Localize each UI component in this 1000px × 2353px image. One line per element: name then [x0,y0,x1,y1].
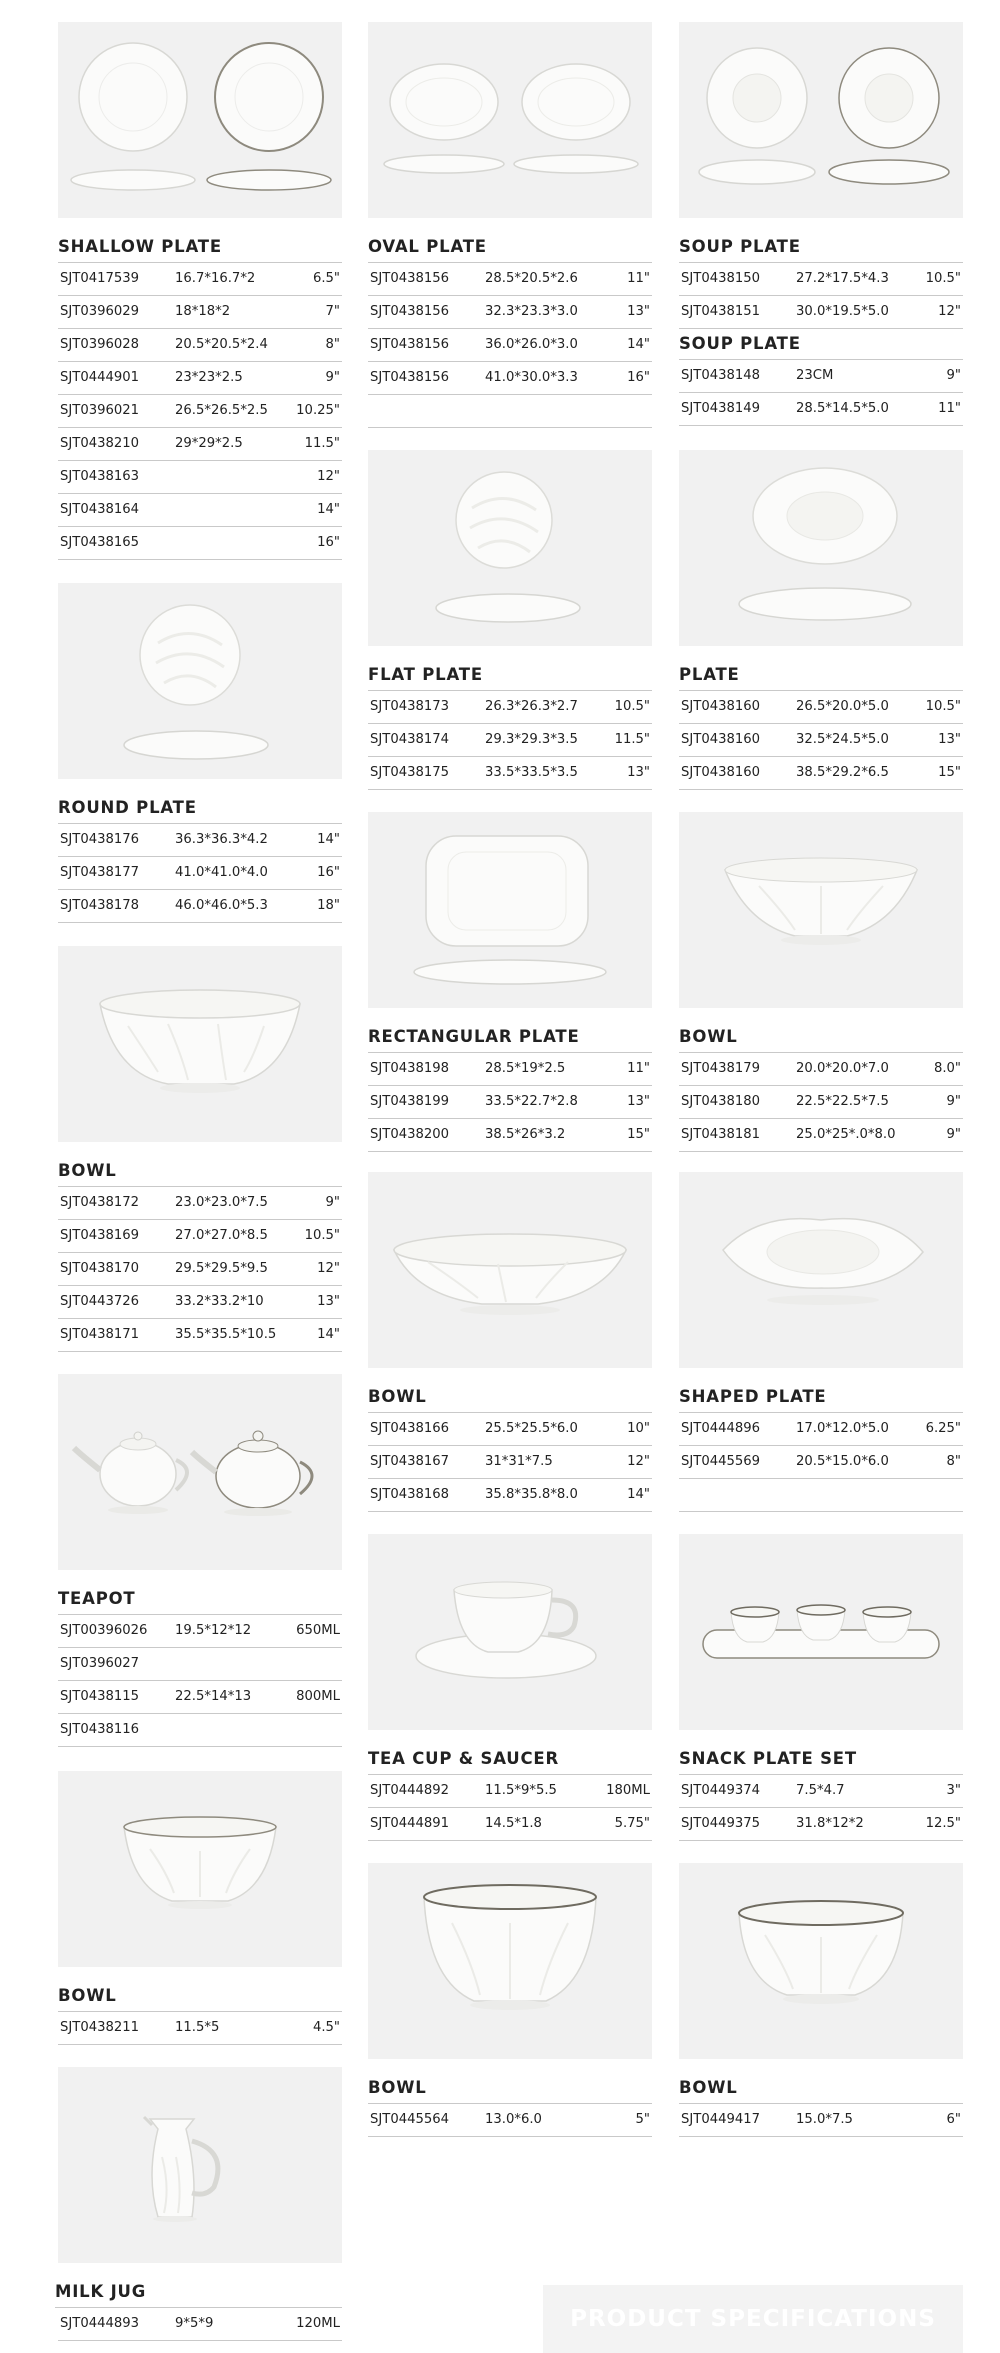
item-code: SJT0438165 [60,535,140,550]
item-dimensions: 30.0*19.5*5.0 [796,304,889,319]
item-size: 18" [317,898,340,913]
product-title: SNACK PLATE SET [679,1744,963,1775]
item-size: 9" [946,1094,961,1109]
item-dimensions: 33.5*22.7*2.8 [485,1094,578,1109]
product-title: OVAL PLATE [368,232,652,263]
item-dimensions: 46.0*46.0*5.3 [175,898,268,913]
conical-bowl-icon [679,812,963,1008]
item-dimensions: 41.0*41.0*4.0 [175,865,268,880]
spec-row [58,362,342,395]
item-code: SJT0438200 [370,1127,450,1142]
spec-row [368,757,652,790]
item-code: SJT0438160 [681,699,761,714]
item-dimensions: 11.5*5 [175,2020,220,2035]
spec-row [58,824,342,857]
item-code: SJT0438170 [60,1261,140,1276]
spec-row [368,1413,652,1446]
spec-row-empty [679,1479,963,1512]
item-code: SJT0438169 [60,1228,140,1243]
item-size: 13" [627,765,650,780]
item-size: 180ML [606,1783,650,1798]
item-code: SJT0444901 [60,370,140,385]
item-dimensions: 27.2*17.5*4.3 [796,271,889,286]
spec-row [368,362,652,395]
product-card-shallow-plate [58,22,342,560]
product-card-bowl-small [58,1771,342,2045]
item-size: 11" [627,1061,650,1076]
item-code: SJT0438175 [370,765,450,780]
spec-row [58,1187,342,1220]
wide-bowl-icon [58,946,342,1142]
item-code: SJT0438171 [60,1327,140,1342]
item-code: SJT0438160 [681,732,761,747]
item-code: SJT0443726 [60,1294,140,1309]
spec-row [58,395,342,428]
product-card-bowl-4 [679,812,963,1152]
item-size: 14" [317,1327,340,1342]
item-size: 13" [627,304,650,319]
item-dimensions: 29*29*2.5 [175,436,243,451]
item-dimensions: 9*5*9 [175,2316,214,2331]
item-code: SJT0438173 [370,699,450,714]
item-size: 13" [627,1094,650,1109]
oval-plates-icon [368,22,652,218]
spec-row [58,1615,342,1648]
spec-row [58,857,342,890]
product-title: BOWL [58,1981,342,2012]
spec-row [679,1808,963,1841]
item-size: 15" [938,765,961,780]
item-dimensions: 22.5*14*13 [175,1689,252,1704]
product-card-tea-cup [368,1534,652,1841]
product-title: TEAPOT [58,1584,342,1615]
item-code: SJT0445569 [681,1454,761,1469]
item-size: 9" [946,1127,961,1142]
spec-row [58,1648,342,1681]
item-size: 5" [635,2112,650,2127]
rice-bowl-icon [58,1771,342,1967]
item-size: 11.5" [304,436,340,451]
item-dimensions: 36.0*26.0*3.0 [485,337,578,352]
spec-row [58,263,342,296]
spec-row [58,2308,342,2341]
item-size: 8" [325,337,340,352]
item-code: SJT0438156 [370,304,450,319]
item-code: SJT0438148 [681,368,761,383]
item-size: 14" [627,1487,650,1502]
item-dimensions: 35.5*35.5*10.5 [175,1327,277,1342]
item-size: 14" [317,502,340,517]
spec-row [679,757,963,790]
product-title: FLAT PLATE [368,660,652,691]
item-size: 12" [317,469,340,484]
item-dimensions: 33.2*33.2*10 [175,1294,264,1309]
item-code: SJT0438163 [60,469,140,484]
spec-row [679,1413,963,1446]
item-dimensions: 26.5*26.5*2.5 [175,403,268,418]
spec-row [368,1446,652,1479]
item-size: 9" [325,370,340,385]
item-size: 9" [946,368,961,383]
item-dimensions: 23*23*2.5 [175,370,243,385]
item-code: SJT0438210 [60,436,140,451]
item-dimensions: 25.5*25.5*6.0 [485,1421,578,1436]
item-code: SJT0438164 [60,502,140,517]
item-code: SJT0396028 [60,337,140,352]
jug-icon [58,2067,342,2263]
snack-set-icon [679,1534,963,1730]
spec-row [58,1286,342,1319]
spec-row [679,2104,963,2137]
item-dimensions: 7.5*4.7 [796,1783,845,1798]
item-dimensions: 28.5*14.5*5.0 [796,401,889,416]
item-dimensions: 14.5*1.8 [485,1816,542,1831]
gold-rim-bowl-icon [679,1863,963,2059]
item-dimensions: 38.5*29.2*6.5 [796,765,889,780]
item-code: SJT0438149 [681,401,761,416]
spec-row [679,393,963,426]
spec-row [679,1053,963,1086]
item-code: SJT0444891 [370,1816,450,1831]
item-dimensions: 16.7*16.7*2 [175,271,256,286]
product-title: BOWL [58,1156,342,1187]
item-code: SJT0438116 [60,1722,140,1737]
item-size: 120ML [296,2316,340,2331]
item-code: SJT0438174 [370,732,450,747]
item-code: SJT0438176 [60,832,140,847]
product-title: BOWL [679,1022,963,1053]
item-code: SJT0438168 [370,1487,450,1502]
soup-plates-icon [679,22,963,218]
gold-rim-bowl-icon [368,1863,652,2059]
item-code: SJT0438177 [60,865,140,880]
item-size: 12" [317,1261,340,1276]
spec-row [58,1714,342,1747]
item-code: SJT0444893 [60,2316,140,2331]
item-code: SJT0396021 [60,403,140,418]
product-card-bowl-2 [368,1172,652,1512]
product-title: PLATE [679,660,963,691]
item-size: 12" [627,1454,650,1469]
shallow-bowl-icon [368,1172,652,1368]
item-size: 11" [938,401,961,416]
item-size: 6.25" [925,1421,961,1436]
item-dimensions: 20.0*20.0*7.0 [796,1061,889,1076]
product-card-bowl-3 [368,1863,652,2137]
two-plates-icon [58,22,342,218]
product-card-shaped-plate [679,1172,963,1512]
spec-row [368,1119,652,1152]
spec-row [368,263,652,296]
item-dimensions: 32.3*23.3*3.0 [485,304,578,319]
product-title: BOWL [679,2073,963,2104]
spec-row [368,691,652,724]
item-dimensions: 11.5*9*5.5 [485,1783,557,1798]
product-card-rectangular-plate [368,812,652,1152]
spec-row [368,1053,652,1086]
product-card-bowl-1 [58,946,342,1352]
spec-row [58,1253,342,1286]
item-code: SJT0438198 [370,1061,450,1076]
item-size: 10" [627,1421,650,1436]
item-dimensions: 36.3*36.3*4.2 [175,832,268,847]
item-dimensions: 26.3*26.3*2.7 [485,699,578,714]
item-size: 14" [317,832,340,847]
item-size: 4.5" [312,2020,340,2035]
item-code: SJT0438160 [681,765,761,780]
spec-row [58,1681,342,1714]
item-size: 12" [938,304,961,319]
spec-row [679,1119,963,1152]
spec-row [679,1775,963,1808]
spec-row [58,1319,342,1352]
item-code: SJT0438151 [681,304,761,319]
item-size: 16" [317,865,340,880]
spec-row [368,1086,652,1119]
item-dimensions: 26.5*20.0*5.0 [796,699,889,714]
item-dimensions: 20.5*20.5*2.4 [175,337,268,352]
item-code: SJT0417539 [60,271,140,286]
item-dimensions: 20.5*15.0*6.0 [796,1454,889,1469]
item-size: 13" [317,1294,340,1309]
item-dimensions: 27.0*27.0*8.5 [175,1228,268,1243]
product-card-bowl-5 [679,1863,963,2137]
item-dimensions: 22.5*22.5*7.5 [796,1094,889,1109]
item-size: 7" [325,304,340,319]
item-code: SJT0438156 [370,271,450,286]
item-code: SJT0438180 [681,1094,761,1109]
item-dimensions: 17.0*12.0*5.0 [796,1421,889,1436]
spec-row [368,1808,652,1841]
item-size: 6" [946,2112,961,2127]
item-code: SJT0449374 [681,1783,761,1798]
spec-row [679,691,963,724]
product-card-milk-jug [55,2067,342,2341]
spec-row [679,263,963,296]
spec-row [58,428,342,461]
spec-row [58,527,342,560]
cup-saucer-icon [368,1534,652,1730]
product-specifications-banner: PRODUCT SPECIFICATIONS [543,2285,963,2353]
teapot-icon [58,1374,342,1570]
item-dimensions: 23.0*23.0*7.5 [175,1195,268,1210]
item-size: 8.0" [933,1061,961,1076]
item-code: SJT0438167 [370,1454,450,1469]
item-code: SJT0449417 [681,2112,761,2127]
item-size: 650ML [296,1623,340,1638]
item-size: 8" [946,1454,961,1469]
item-size: 3" [946,1783,961,1798]
item-size: 16" [317,535,340,550]
spec-row [58,890,342,923]
item-size: 11" [627,271,650,286]
spec-row [679,1446,963,1479]
product-card-oval-plate [368,22,652,428]
product-title: SOUP PLATE [679,232,963,263]
item-dimensions: 31*31*7.5 [485,1454,553,1469]
spec-row [679,360,963,393]
item-code: SJT0438181 [681,1127,761,1142]
item-dimensions: 35.8*35.8*8.0 [485,1487,578,1502]
spec-row [679,1086,963,1119]
spec-row [58,494,342,527]
spec-row [679,724,963,757]
item-size: 800ML [296,1689,340,1704]
item-dimensions: 18*18*2 [175,304,231,319]
product-title: MILK JUG [55,2277,342,2308]
product-card-teapot [58,1374,342,1747]
item-code: SJT0438150 [681,271,761,286]
oval-deep-plate-icon [679,450,963,646]
product-title: RECTANGULAR PLATE [368,1022,652,1053]
spec-row [368,724,652,757]
item-dimensions: 23CM [796,368,834,383]
item-code: SJT0444892 [370,1783,450,1798]
item-size: 5.75" [614,1816,650,1831]
item-dimensions: 41.0*30.0*3.3 [485,370,578,385]
item-code: SJT0449375 [681,1816,761,1831]
item-size: 12.5" [925,1816,961,1831]
item-size: 10.5" [304,1228,340,1243]
product-title: BOWL [368,2073,652,2104]
item-size: 11.5" [614,732,650,747]
item-size: 10.5" [925,699,961,714]
item-code: SJT0438199 [370,1094,450,1109]
item-size: 13" [938,732,961,747]
spec-row [368,2104,652,2137]
product-subtitle: SOUP PLATE [679,329,963,360]
item-code: SJT0438179 [681,1061,761,1076]
item-size: 9" [325,1195,340,1210]
item-size: 10.5" [614,699,650,714]
spec-row [58,2012,342,2045]
item-dimensions: 32.5*24.5*5.0 [796,732,889,747]
product-card-round-plate [58,583,342,923]
item-code: SJT0438166 [370,1421,450,1436]
item-code: SJT0396029 [60,304,140,319]
product-title: SHALLOW PLATE [58,232,342,263]
product-card-soup-plate [679,22,963,426]
spec-row [368,296,652,329]
item-dimensions: 31.8*12*2 [796,1816,864,1831]
item-code: SJT0396027 [60,1656,140,1671]
spec-row [58,1220,342,1253]
product-card-snack-plate-set [679,1534,963,1841]
product-card-flat-plate [368,450,652,790]
item-size: 16" [627,370,650,385]
spec-row [58,296,342,329]
shaped-plate-icon [679,1172,963,1368]
item-size: 14" [627,337,650,352]
item-code: SJT0438178 [60,898,140,913]
item-dimensions: 29.3*29.3*3.5 [485,732,578,747]
spec-row-empty [368,395,652,428]
spec-row [368,1775,652,1808]
item-code: SJT00396026 [60,1623,148,1638]
item-code: SJT0445564 [370,2112,450,2127]
spec-row [368,1479,652,1512]
item-size: 10.5" [925,271,961,286]
item-dimensions: 28.5*19*2.5 [485,1061,566,1076]
item-code: SJT0438115 [60,1689,140,1704]
item-dimensions: 19.5*12*12 [175,1623,252,1638]
spec-row [58,329,342,362]
spec-row [58,461,342,494]
item-dimensions: 25.0*25*.0*8.0 [796,1127,896,1142]
swirl-plate-icon [368,450,652,646]
swirl-plate-icon [58,583,342,779]
item-size: 6.5" [312,271,340,286]
product-title: BOWL [368,1382,652,1413]
item-dimensions: 38.5*26*3.2 [485,1127,566,1142]
item-code: SJT0438172 [60,1195,140,1210]
spec-row [368,329,652,362]
item-code: SJT0438211 [60,2020,140,2035]
spec-row [679,296,963,329]
product-title: SHAPED PLATE [679,1382,963,1413]
item-code: SJT0438156 [370,370,450,385]
item-dimensions: 28.5*20.5*2.6 [485,271,578,286]
product-title: ROUND PLATE [58,793,342,824]
rect-plate-icon [368,812,652,1008]
item-size: 15" [627,1127,650,1142]
item-dimensions: 29.5*29.5*9.5 [175,1261,268,1276]
item-dimensions: 33.5*33.5*3.5 [485,765,578,780]
product-card-plate [679,450,963,790]
item-size: 10.25" [296,403,340,418]
item-dimensions: 13.0*6.0 [485,2112,542,2127]
item-code: SJT0444896 [681,1421,761,1436]
product-title: TEA CUP & SAUCER [368,1744,652,1775]
item-dimensions: 15.0*7.5 [796,2112,853,2127]
item-code: SJT0438156 [370,337,450,352]
